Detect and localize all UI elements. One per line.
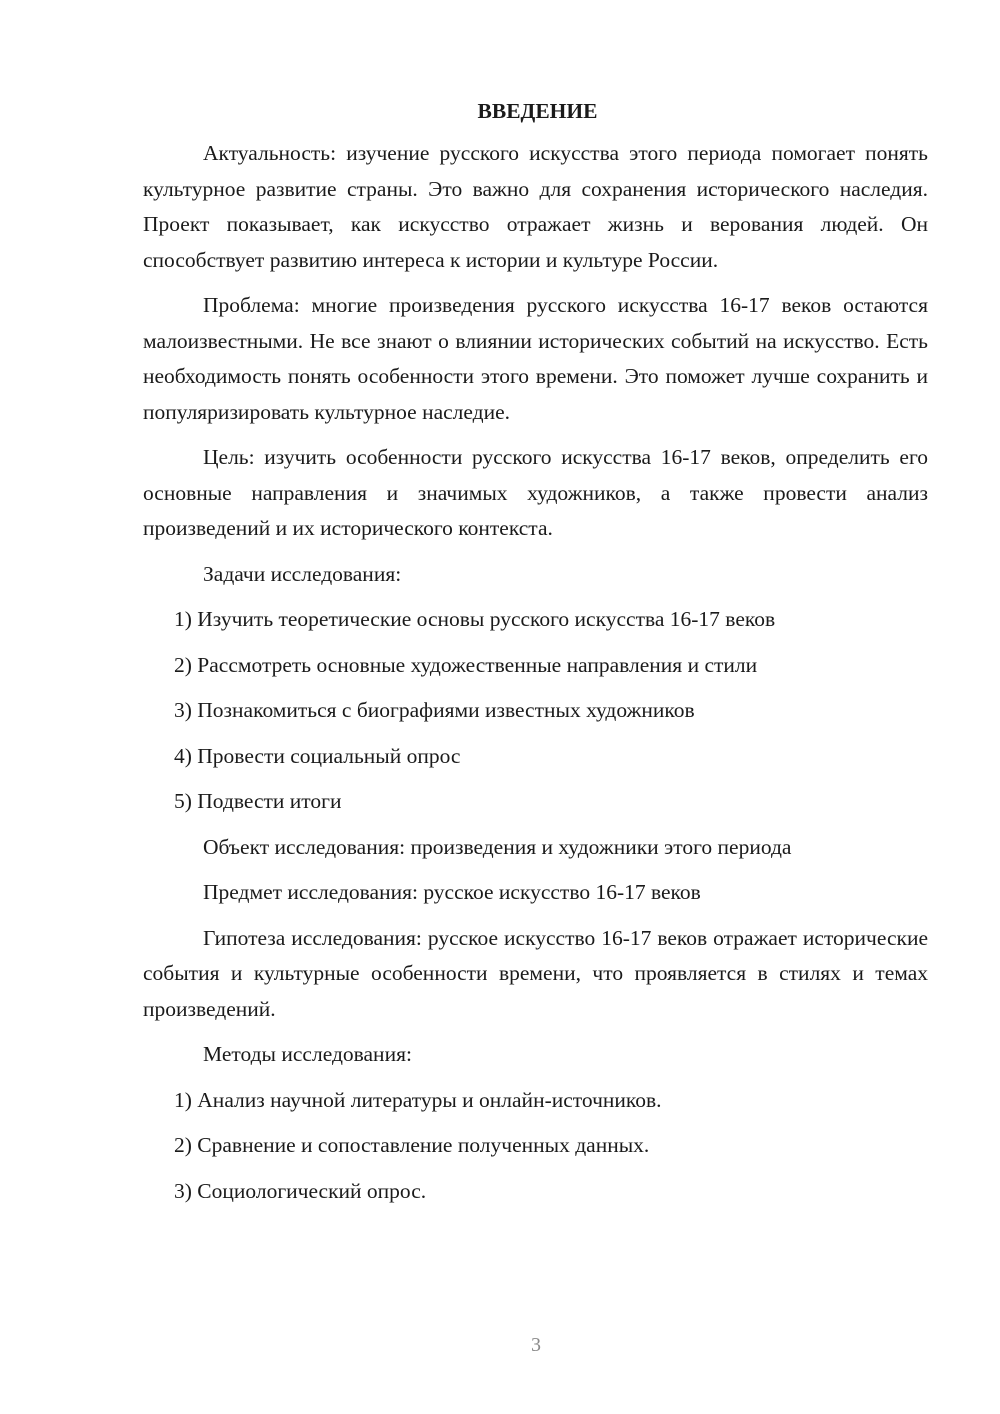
list-item: 2) Сравнение и сопоставление полученных данных. xyxy=(174,1133,650,1157)
list-item: 1) Анализ научной литературы и онлайн-источников. xyxy=(174,1087,662,1112)
document-page xyxy=(143,96,928,1219)
list-item: 5) Подвести итоги xyxy=(174,789,342,813)
problem-paragraph: Проблема: многие произведения русского искусства 16-17 веков остаются малоизвестными. Не все знают о влиянии исторических событий на искусство. Есть необходимость понять особенности этого времени. Это поможет лучше сохранить и популяризировать культурное наследие. xyxy=(143,293,928,424)
page-heading: ВВЕДЕНИЕ xyxy=(477,99,598,123)
relevance-paragraph: Актуальность: изучение русского искусства этого периода помогает понять культурное развитие страны. Это важно для сохранения исторического наследия. Проект показывает, как искусство отражает жизнь и верования людей. Он способствует развитию интереса к истории и культуре России. xyxy=(143,141,928,272)
methods-list xyxy=(143,1083,928,1210)
subject-line: Предмет исследования: русское искусство 16-17 веков xyxy=(203,880,701,904)
list-item: 4) Провести социальный опрос xyxy=(174,743,461,768)
goal-paragraph: Цель: изучить особенности русского искусства 16-17 веков, определить его основные направления и значимых художников, а также провести анализ произведений и их исторического контекста. xyxy=(143,445,928,540)
methods-title: Методы исследования: xyxy=(203,1042,412,1066)
list-item: 3) Познакомиться с биографиями известных художников xyxy=(174,698,695,722)
hypothesis-paragraph: Гипотеза исследования: русское искусство 16-17 веков отражает исторические события и культурные особенности времени, что проявляется в стилях и темах произведений. xyxy=(143,925,928,1021)
list-item: 2) Рассмотреть основные художественные направления и стили xyxy=(174,652,758,677)
tasks-title: Задачи исследования: xyxy=(203,561,402,586)
tasks-list xyxy=(143,602,928,820)
list-item: 1) Изучить теоретические основы русского искусства 16-17 веков xyxy=(174,607,776,631)
page-number: 3 xyxy=(531,1334,541,1356)
list-item: 3) Социологический опрос. xyxy=(174,1178,427,1203)
object-line: Объект исследования: произведения и художники этого периода xyxy=(203,834,792,859)
